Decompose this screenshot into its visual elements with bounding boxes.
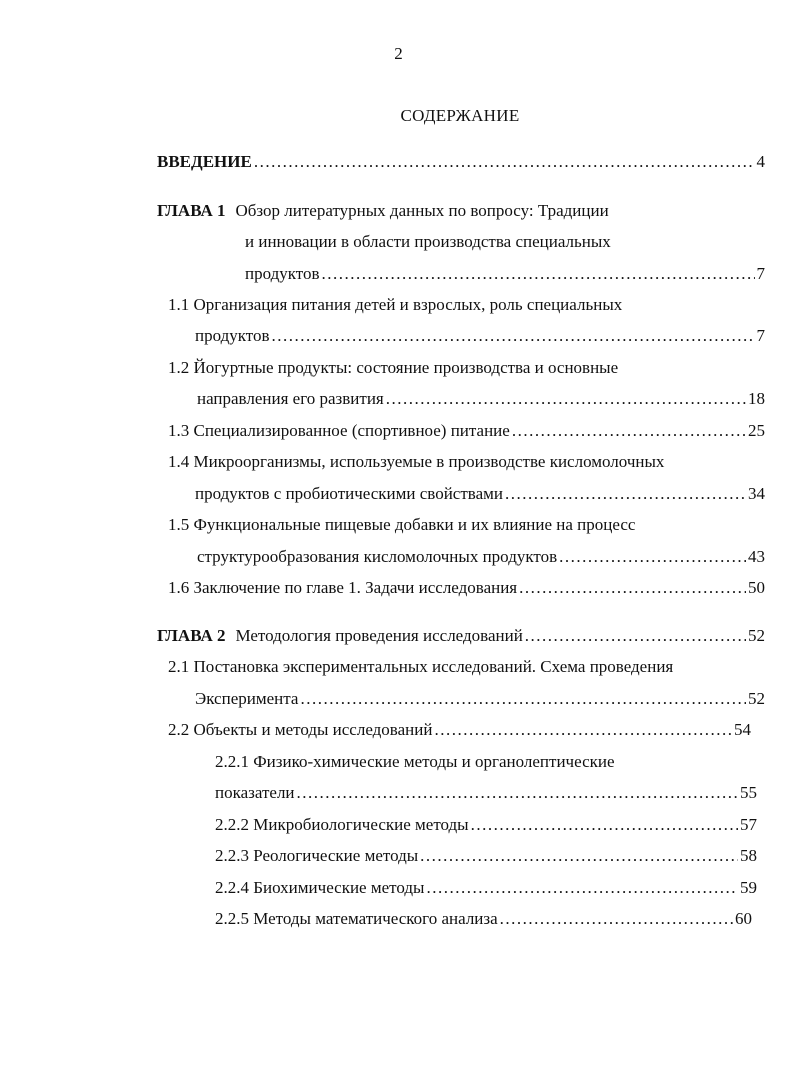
toc-entry-chapter1[interactable] xyxy=(157,199,609,223)
page-number: 2 xyxy=(394,44,403,63)
toc-2-2-1-page: 55 xyxy=(740,783,757,802)
dot-leader xyxy=(386,387,746,411)
toc-2-2-1-line1[interactable]: 2.2.1 Физико-химические методы и органолептические xyxy=(215,752,615,771)
dot-leader xyxy=(512,419,746,443)
toc-2-2-4-line1: 2.2.4 Биохимические методы xyxy=(215,878,425,897)
toc-1-1-line2: продуктов xyxy=(195,326,270,345)
toc-2-2-2-page: 57 xyxy=(740,815,757,834)
toc-2-2-page: 54 xyxy=(734,720,751,739)
toc-1-5-line2-row[interactable] xyxy=(197,545,765,569)
toc-1-3-row[interactable] xyxy=(168,419,765,443)
chapter1-page: 7 xyxy=(756,264,765,283)
toc-1-4-page: 34 xyxy=(748,484,765,503)
toc-1-2-line1[interactable]: 1.2 Йогуртные продукты: состояние производства и основные xyxy=(168,358,619,377)
dot-leader xyxy=(559,545,746,569)
toc-1-3-line1: 1.3 Специализированное (спортивное) питание xyxy=(168,421,510,440)
toc-2-2-2-row[interactable] xyxy=(215,813,757,837)
toc-2-2-4-page: 59 xyxy=(740,878,757,897)
toc-1-6-page: 50 xyxy=(748,578,765,597)
toc-2-2-line1: 2.2 Объекты и методы исследований xyxy=(168,720,433,739)
toc-1-2-line2: направления его развития xyxy=(197,389,384,408)
dot-leader xyxy=(322,262,755,286)
dot-leader xyxy=(254,150,755,174)
toc-1-1-line2-row[interactable] xyxy=(195,324,765,348)
toc-1-2-line2-row[interactable] xyxy=(197,387,765,411)
toc-1-3-page: 25 xyxy=(748,421,765,440)
toc-2-2-3-row[interactable] xyxy=(215,844,757,868)
dot-leader xyxy=(519,576,746,600)
toc-1-6-line1: 1.6 Заключение по главе 1. Задачи исследования xyxy=(168,578,518,597)
toc-2-2-4-row[interactable] xyxy=(215,876,757,900)
toc-1-2-page: 18 xyxy=(748,389,765,408)
chapter1-title-line2: и инновации в области производства специальных xyxy=(245,232,611,251)
toc-2-2-3-line1: 2.2.3 Реологические методы xyxy=(215,846,419,865)
toc-2-1-line2: Эксперимента xyxy=(195,689,299,708)
dot-leader xyxy=(300,687,746,711)
toc-entry-chapter2[interactable] xyxy=(157,624,765,648)
dot-leader xyxy=(434,718,732,742)
toc-1-5-line2: структурообразования кисломолочных продуктов xyxy=(197,547,558,566)
chapter1-title-line1: Обзор литературных данных по вопросу: Традиции xyxy=(235,201,609,220)
toc-entry-intro[interactable] xyxy=(157,150,765,174)
dot-leader xyxy=(505,482,746,506)
dot-leader xyxy=(471,813,738,837)
page-title: СОДЕРЖАНИЕ xyxy=(400,106,520,125)
toc-2-1-page: 52 xyxy=(748,689,765,708)
toc-2-2-1-line2: показатели xyxy=(215,783,295,802)
chapter1-title-line3: продуктов xyxy=(245,264,320,283)
chapter1-title-line3-row[interactable] xyxy=(245,262,765,286)
dot-leader xyxy=(525,624,746,648)
toc-2-2-2-line1: 2.2.2 Микробиологические методы xyxy=(215,815,469,834)
dot-leader xyxy=(500,907,733,931)
toc-1-5-page: 43 xyxy=(748,547,765,566)
toc-2-1-line2-row[interactable] xyxy=(195,687,765,711)
toc-2-2-5-page: 60 xyxy=(735,909,752,928)
toc-1-1-page: 7 xyxy=(756,326,765,345)
toc-1-6-row[interactable] xyxy=(168,576,765,600)
dot-leader xyxy=(297,781,738,805)
chapter2-page: 52 xyxy=(748,626,765,645)
chapter1-label: ГЛАВА 1 xyxy=(157,201,226,220)
toc-intro-page: 4 xyxy=(756,152,765,171)
toc-intro-label: ВВЕДЕНИЕ xyxy=(157,152,252,171)
dot-leader xyxy=(272,324,755,348)
chapter2-label: ГЛАВА 2 xyxy=(157,626,226,645)
toc-2-2-1-line2-row[interactable] xyxy=(215,781,757,805)
toc-1-4-line2-row[interactable] xyxy=(195,482,765,506)
toc-1-4-line2: продуктов с пробиотическими свойствами xyxy=(195,484,503,503)
toc-2-2-3-page: 58 xyxy=(740,846,757,865)
dot-leader xyxy=(420,844,738,868)
toc-2-2-5-line1: 2.2.5 Методы математического анализа xyxy=(215,909,498,928)
dot-leader xyxy=(426,876,738,900)
toc-1-1-line1[interactable]: 1.1 Организация питания детей и взрослых, роль специальных xyxy=(168,295,623,314)
toc-1-4-line1[interactable]: 1.4 Микроорганизмы, используемые в производстве кисломолочных xyxy=(168,452,665,471)
toc-2-2-row[interactable] xyxy=(168,718,751,742)
toc-2-1-line1[interactable]: 2.1 Постановка экспериментальных исследований. Схема проведения xyxy=(168,657,674,676)
chapter2-title: Методология проведения исследований xyxy=(235,626,523,645)
toc-2-2-5-row[interactable] xyxy=(215,907,752,931)
toc-1-5-line1[interactable]: 1.5 Функциональные пищевые добавки и их влияние на процесс xyxy=(168,515,636,534)
